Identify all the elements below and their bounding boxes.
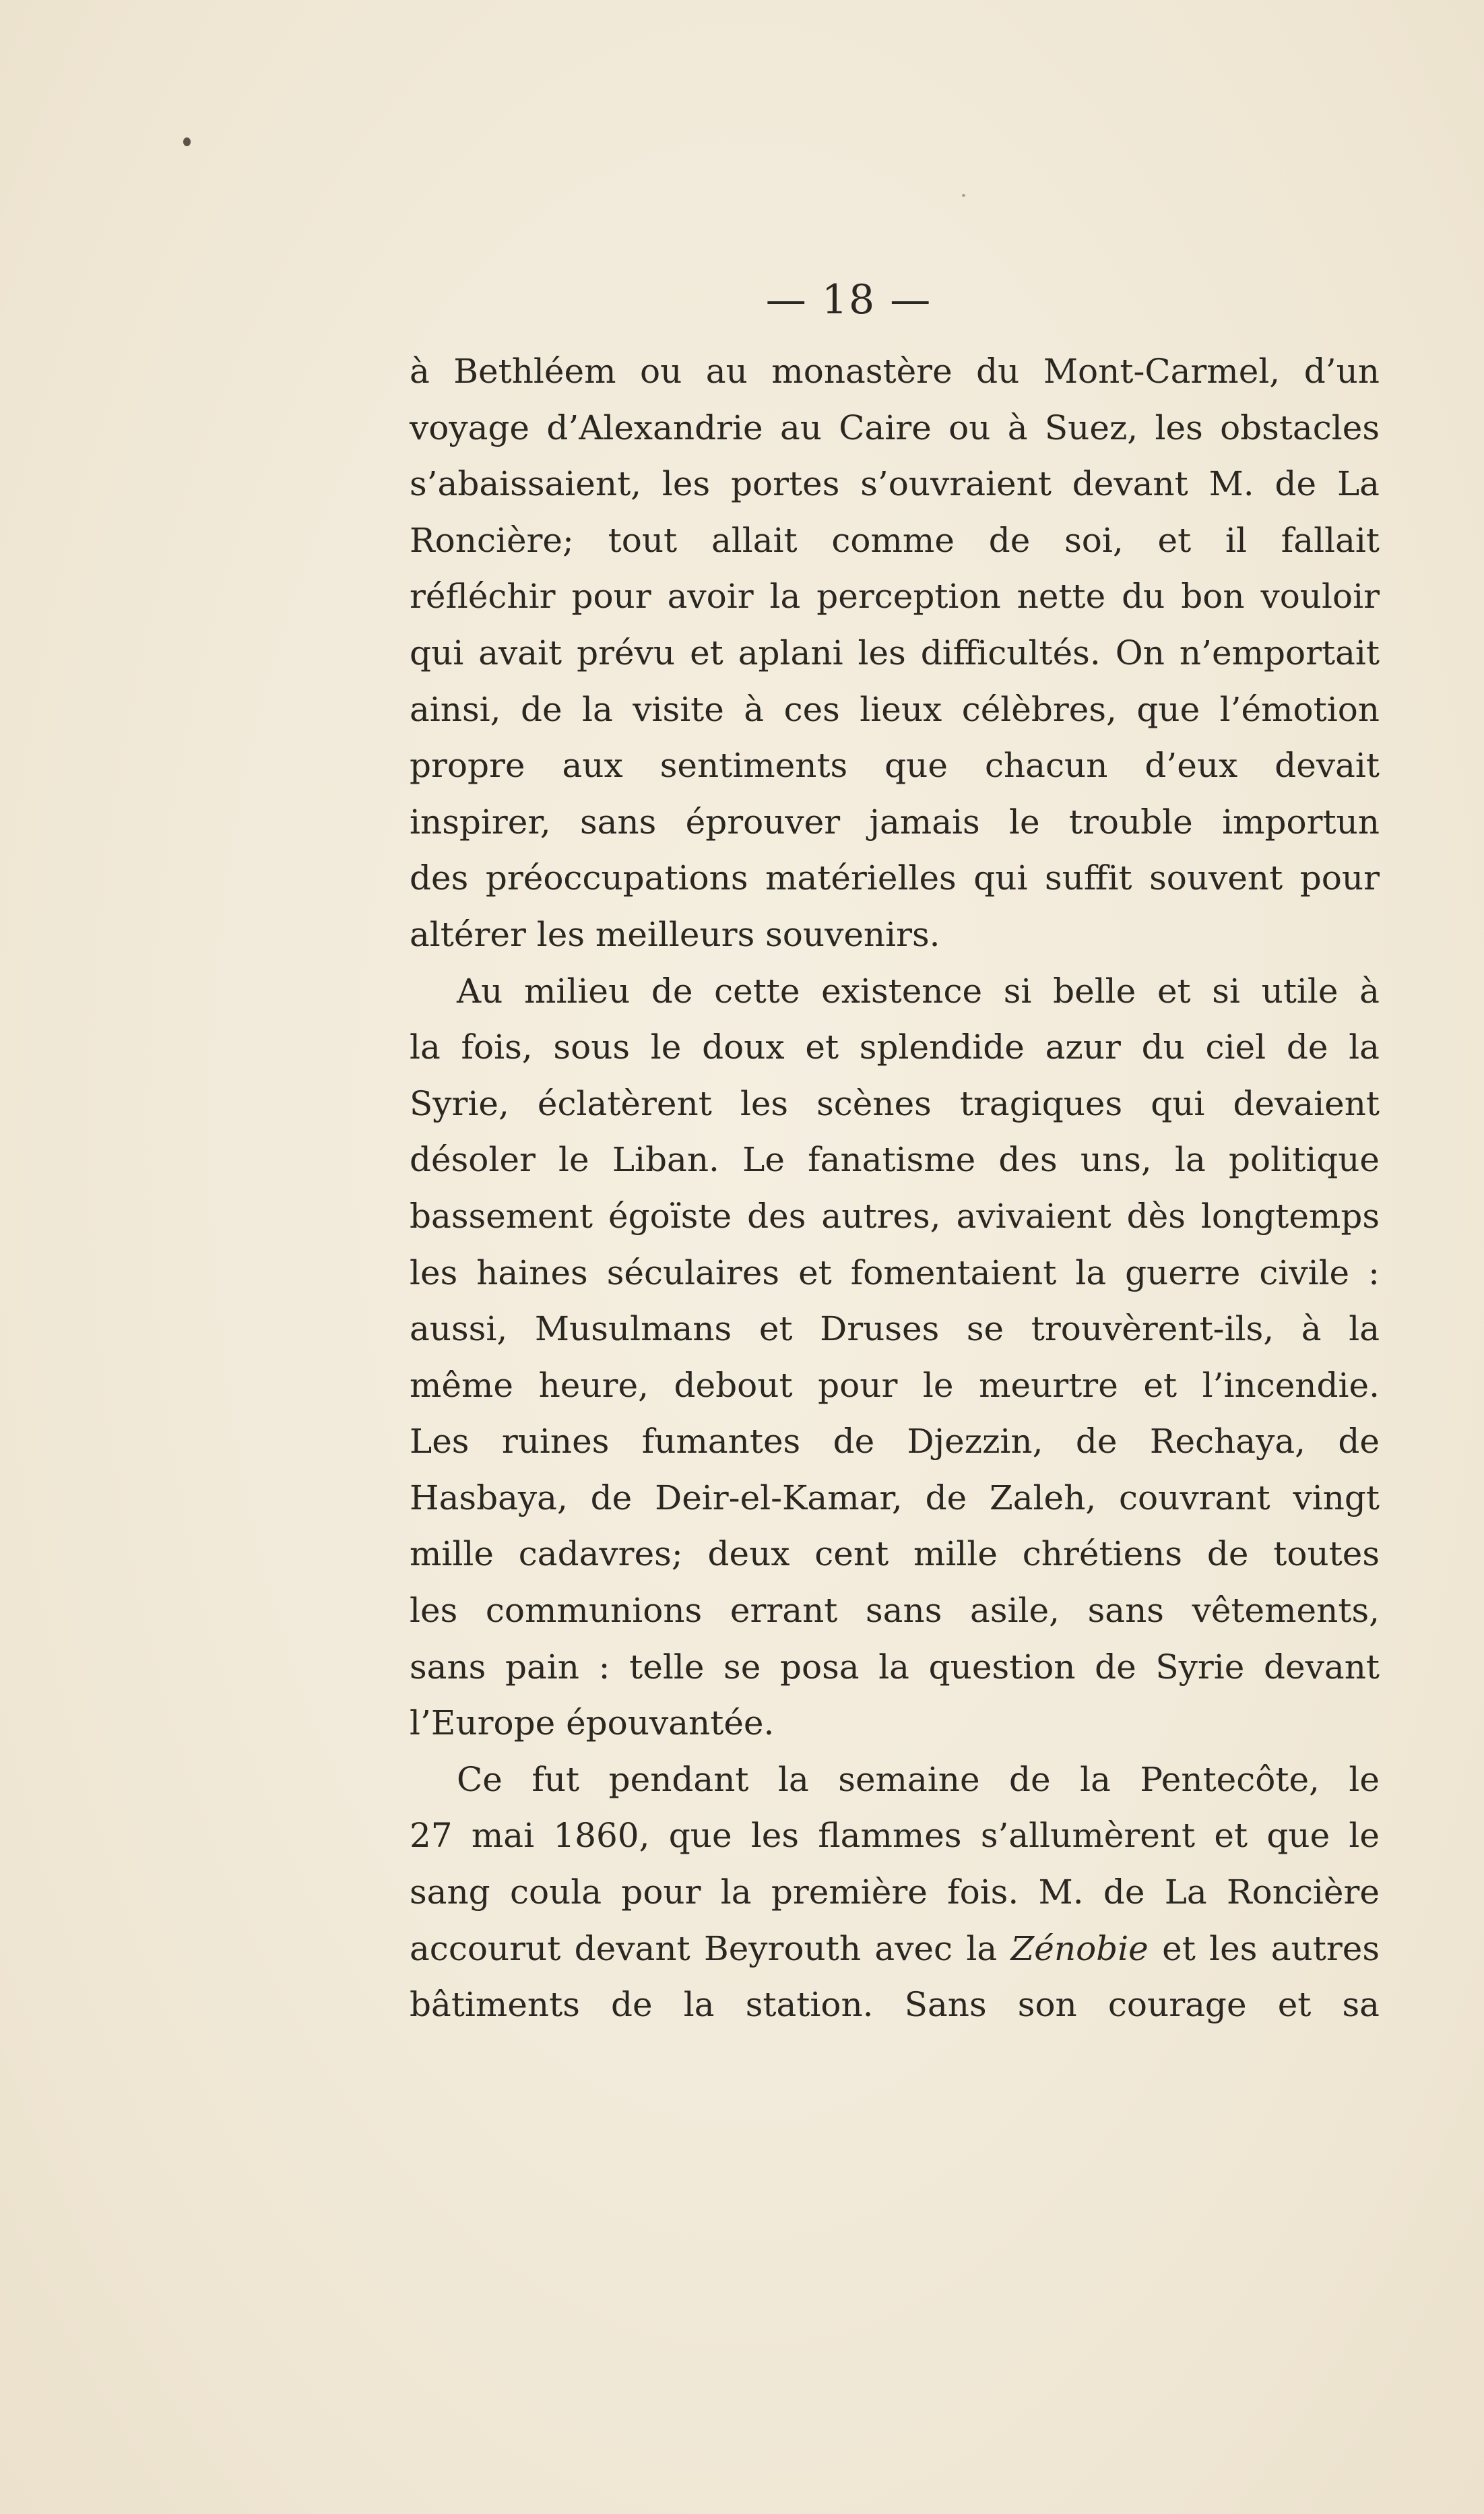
text-segment: et les autres [1148,1928,1380,1968]
text-line: réfléchir pour avoir la perception nette du bon vouloir [410,577,1380,617]
text-line: altérer les meilleurs souvenirs. [410,914,940,954]
ink-speck [962,194,965,197]
body-text [410,344,1380,2034]
text-line: ainsi, de la visite à ces lieux célèbres, que l’émotion [410,689,1380,729]
text-line: Ce fut pendant la semaine de la Pentecôte, le [457,1759,1380,1799]
text-segment: accourut devant Beyrouth avec la [410,1928,1011,1968]
text-line: sans pain : telle se posa la question de Syrie devant [410,1647,1380,1687]
text-line: bassement égoïste des autres, avivaient dès longtemps [410,1196,1380,1236]
text-line: Les ruines fumantes de Djezzin, de Rechaya, de [410,1422,1380,1462]
text-line: des préoccupations matérielles qui suffit souvent pour [410,858,1380,898]
text-line [410,1921,1380,1978]
text-line: même heure, debout pour le meurtre et l’incendie. [410,1365,1380,1405]
text-line: 27 mai 1860, que les flammes s’allumèrent et que le [410,1816,1380,1856]
page-number: — 18 — [765,276,932,323]
text-line: voyage d’Alexandrie au Caire ou à Suez, les obstacles [410,408,1380,447]
text-line: les communions errant sans asile, sans vêtements, [410,1591,1380,1631]
text-line: Syrie, éclatèrent les scènes tragiques qui devaient [410,1083,1380,1123]
text-line: qui avait prévu et aplani les difficultés. On n’emportait [410,633,1380,672]
text-line: mille cadavres; deux cent mille chrétiens de toutes [410,1534,1380,1574]
text-line: bâtiments de la station. Sans son courage et sa [410,1985,1380,2025]
text-line: à Bethléem ou au monastère du Mont-Carmel, d’un [410,352,1380,391]
text-line: sang coula pour la première fois. M. de La Roncière [410,1873,1380,1912]
text-line: s’abaissaient, les portes s’ouvraient devant M. de La [410,464,1380,504]
text-line: Hasbaya, de Deir-el-Kamar, de Zaleh, couvrant vingt [410,1478,1380,1517]
text-line: Roncière; tout allait comme de soi, et il fallait [410,520,1380,560]
text-line: inspirer, sans éprouver jamais le trouble importun [410,802,1380,842]
text-line: les haines séculaires et fomentaient la guerre civile : [410,1253,1380,1292]
text-line: la fois, sous le doux et splendide azur du ciel de la [410,1028,1380,1067]
text-line: Au milieu de cette existence si belle et si utile à [457,971,1380,1011]
text-line: aussi, Musulmans et Druses se trouvèrent-ils, à la [410,1309,1380,1349]
ship-name: Zénobie [1010,1928,1149,1968]
text-line: propre aux sentiments que chacun d’eux devait [410,746,1380,786]
text-line: l’Europe épouvantée. [410,1703,775,1743]
ink-speck [183,137,191,146]
text-line: désoler le Liban. Le fanatisme des uns, la politique [410,1140,1380,1180]
